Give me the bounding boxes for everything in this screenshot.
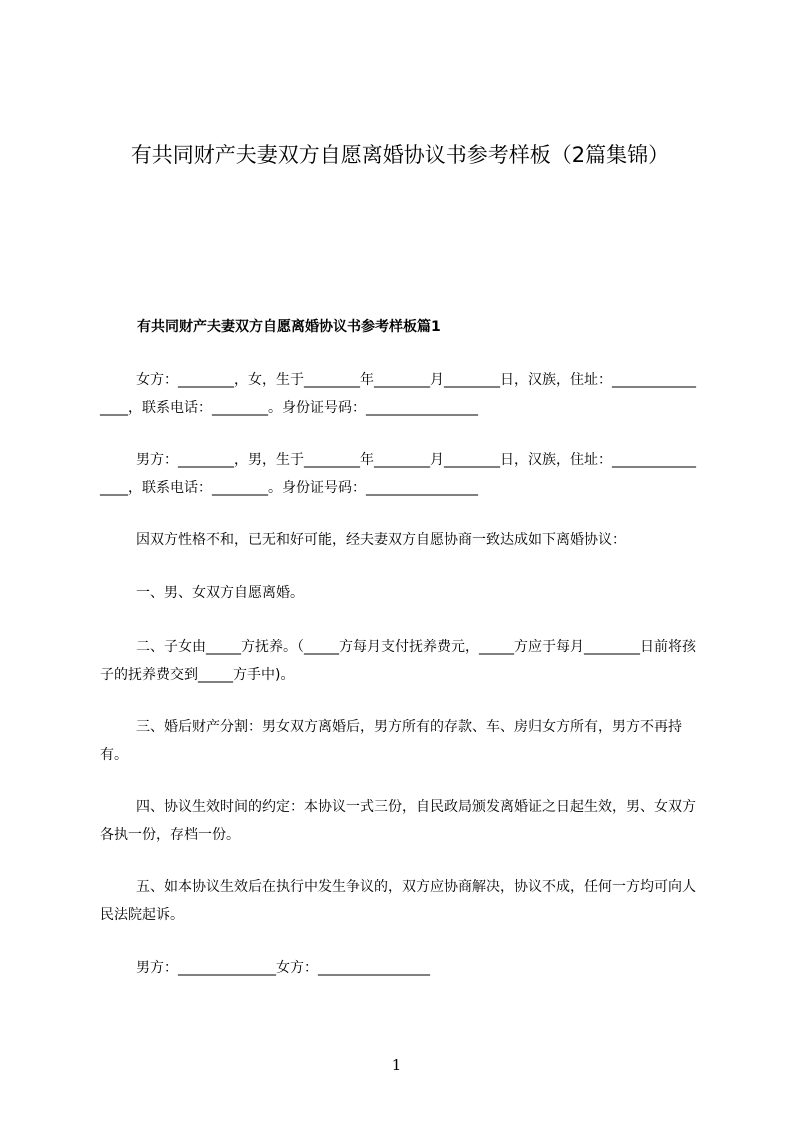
paragraph-male-party: 男方：________，男，生于________年________月________日，汉族，住址：________________，联系电话：________。身份证号码：________________ <box>100 452 696 496</box>
document-title: 有共同财产夫妻双方自愿离婚协议书参考样板（2篇集锦） <box>130 143 670 167</box>
page-number: 1 <box>391 1056 402 1074</box>
paragraph-clause-5: 五、如本协议生效后在执行中发生争议的，双方应协商解决，协议不成，任何一方均可向人民法院起诉。 <box>100 879 696 923</box>
paragraph-clause-3: 三、婚后财产分割：男女双方离婚后，男方所有的存款、车、房归女方所有，男方不再持有。 <box>100 719 682 763</box>
paragraph-female-party: 女方：________，女，生于________年________月________日，汉族，住址：________________，联系电话：________。身份证号码：________________ <box>100 372 696 416</box>
paragraph-intro: 因双方性格不和，已无和好可能，经夫妻双方自愿协商一致达成如下离婚协议： <box>136 532 626 548</box>
paragraph-signatures: 男方：______________女方：________________ <box>136 960 430 976</box>
section-heading: 有共同财产夫妻双方自愿离婚协议书参考样板篇1 <box>137 319 441 335</box>
paragraph-clause-4: 四、协议生效时间的约定：本协议一式三份，自民政局颁发离婚证之日起生效，男、女双方各执一份，存档一份。 <box>100 799 696 843</box>
paragraph-clause-1: 一、男、女双方自愿离婚。 <box>136 585 304 601</box>
paragraph-clause-2: 二、子女由_____方抚养。（_____方每月支付抚养费元，_____方应于每月________日前将孩子的抚养费交到_____方手中)。 <box>100 639 696 683</box>
